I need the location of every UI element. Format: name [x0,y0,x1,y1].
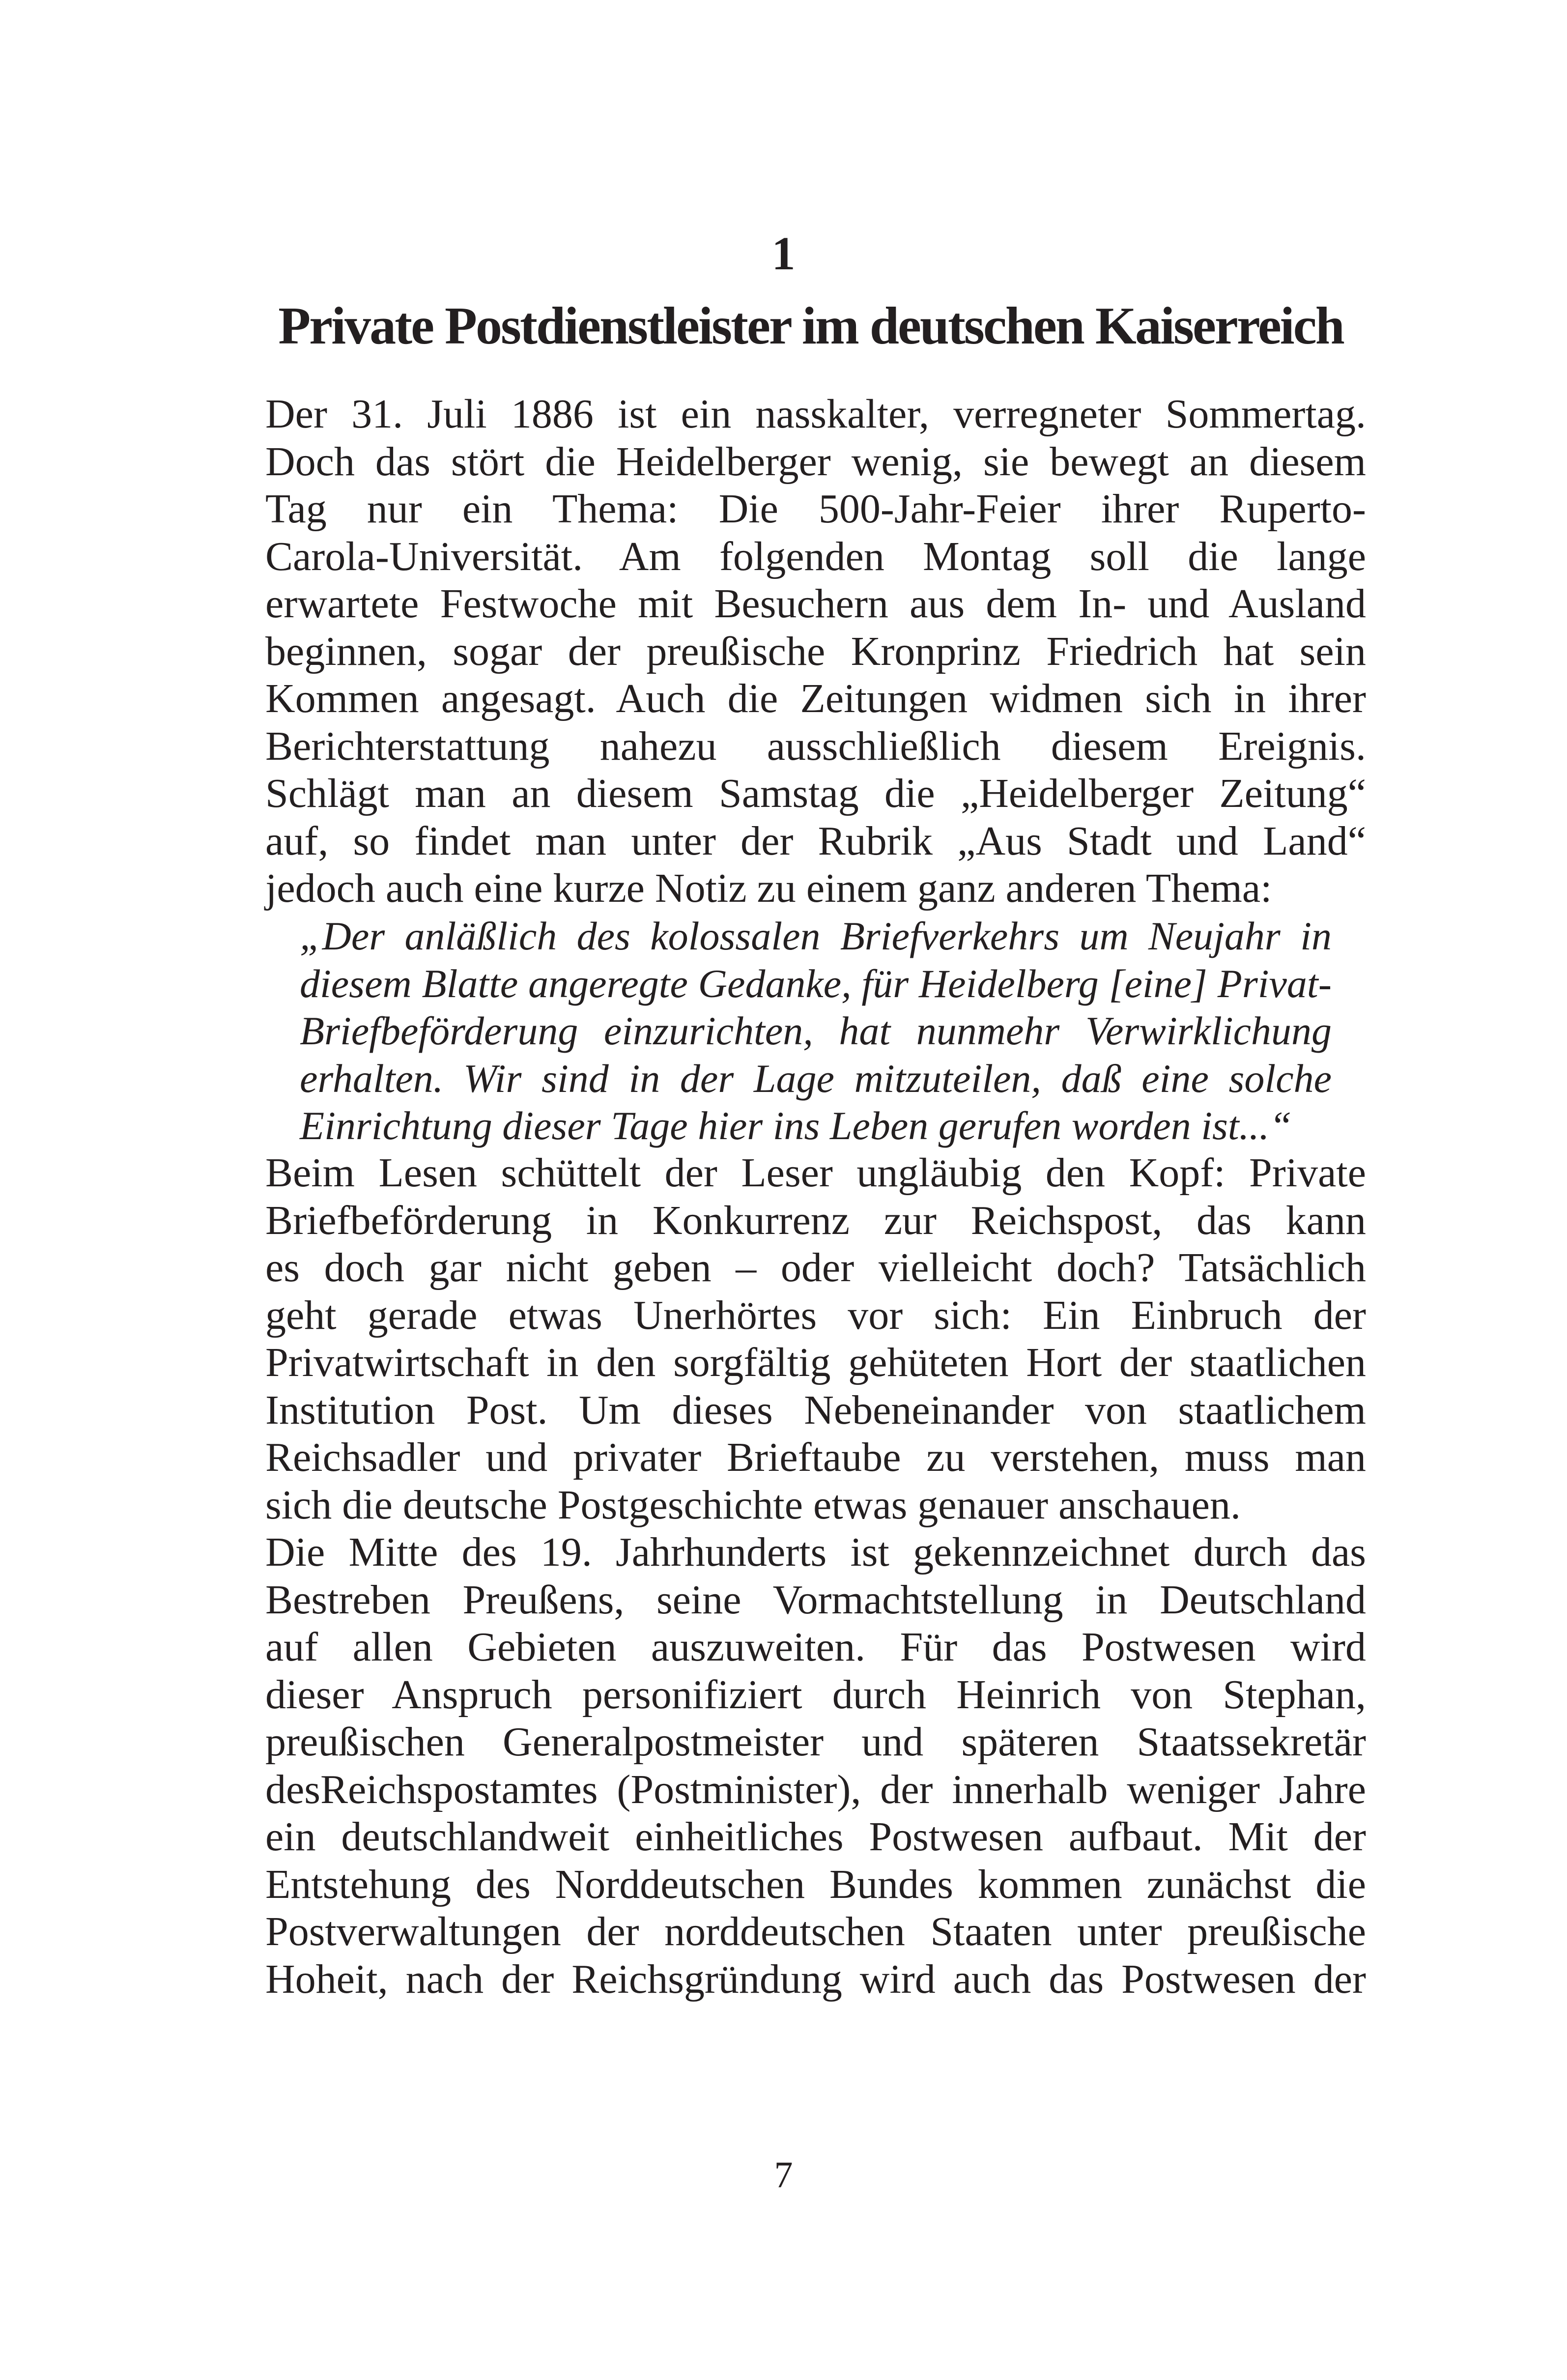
text-line: Tag nur ein Thema: Die 500-Jahr-Feier ihrer Ruperto- [265,486,1366,532]
text-line: Schlägt man an diesem Samstag die „Heidelberger Zeitung“ [265,771,1366,816]
text-line: jedoch auch eine kurze Notiz zu einem ganz anderen Thema: [265,865,1272,911]
quote-line: Einrichtung dieser Tage hier ins Leben gerufen worden ist...“ [300,1103,1292,1148]
paragraph-3 [265,1529,1366,2003]
chapter-number: 1 [771,227,796,280]
text-line: Institution Post. Um dieses Nebeneinander von staatlichem [265,1387,1366,1433]
chapter-title: Private Postdienstleister im deutschen Kaiserreich [278,297,1343,355]
quote-line: „Der anläßlich des kolossalen Briefverkehrs um Neujahr in [300,914,1332,958]
text-line: dieser Anspruch personifiziert durch Heinrich von Stephan, [265,1671,1366,1718]
text-line: sich die deutsche Postgeschichte etwas genauer anschauen. [265,1482,1241,1528]
text-line: erwartete Festwoche mit Besuchern aus dem In- und Ausland [265,581,1366,627]
quote-line: erhalten. Wir sind in der Lage mitzuteilen, daß eine solche [300,1056,1332,1101]
text-line: Hoheit, nach der Reichsgründung wird auch das Postwesen der [265,1956,1366,2002]
text-line: preußischen Generalpostmeister und späteren Staatssekretär [265,1719,1366,1765]
text-line: auf, so findet man unter der Rubrik „Aus Stadt und Land“ [265,818,1366,864]
text-line: geht gerade etwas Unerhörtes vor sich: Ein Einbruch der [265,1292,1366,1338]
text-line: Briefbeförderung in Konkurrenz zur Reichspost, das kann [265,1197,1366,1243]
text-line: Beim Lesen schüttelt der Leser ungläubig den Kopf: Private [265,1150,1366,1196]
text-line: Postverwaltungen der norddeutschen Staaten unter preußische [265,1909,1366,1954]
text-line: Doch das stört die Heidelberger wenig, sie bewegt an diesem [265,438,1366,485]
quote-line: diesem Blatte angeregte Gedanke, für Heidelberg [eine] Privat- [300,961,1332,1006]
text-line: Reichsadler und privater Brieftaube zu verstehen, muss man [265,1434,1366,1480]
text-line: Bestreben Preußens, seine Vormachtstellung in Deutschland [265,1577,1366,1623]
quotation-block [300,913,1332,1150]
text-line: Berichterstattung nahezu ausschließlich diesem Ereignis. [265,723,1366,769]
text-line: beginnen, sogar der preußische Kronprinz Friedrich hat sein [265,628,1366,674]
text-line: Privatwirtschaft in den sorgfältig gehüteten Hort der staatlichen [265,1340,1366,1385]
text-line: Die Mitte des 19. Jahrhunderts ist gekennzeichnet durch das [265,1529,1366,1575]
text-line: Carola-Universität. Am folgenden Montag soll die lange [265,533,1366,579]
quote-line: Briefbeförderung einzurichten, hat nunmehr Verwirklichung [300,1008,1332,1053]
text-line: es doch gar nicht geben – oder vielleicht doch? Tatsächlich [265,1245,1366,1290]
text-line: desReichspostamtes (Postminister), der innerhalb weniger Jahre [265,1766,1366,1812]
text-line: Kommen angesagt. Auch die Zeitungen widmen sich in ihrer [265,676,1366,721]
text-line: ein deutschlandweit einheitliches Postwesen aufbaut. Mit der [265,1814,1366,1860]
page-number: 7 [774,2154,793,2196]
paragraph-2 [265,1149,1366,1529]
text-line: Der 31. Juli 1886 ist ein nasskalter, verregneter Sommertag. [265,391,1366,437]
text-line: Entstehung des Norddeutschen Bundes kommen zunächst die [265,1861,1366,1907]
paragraph-1 [265,391,1366,913]
text-line: auf allen Gebieten auszuweiten. Für das Postwesen wird [265,1624,1366,1670]
